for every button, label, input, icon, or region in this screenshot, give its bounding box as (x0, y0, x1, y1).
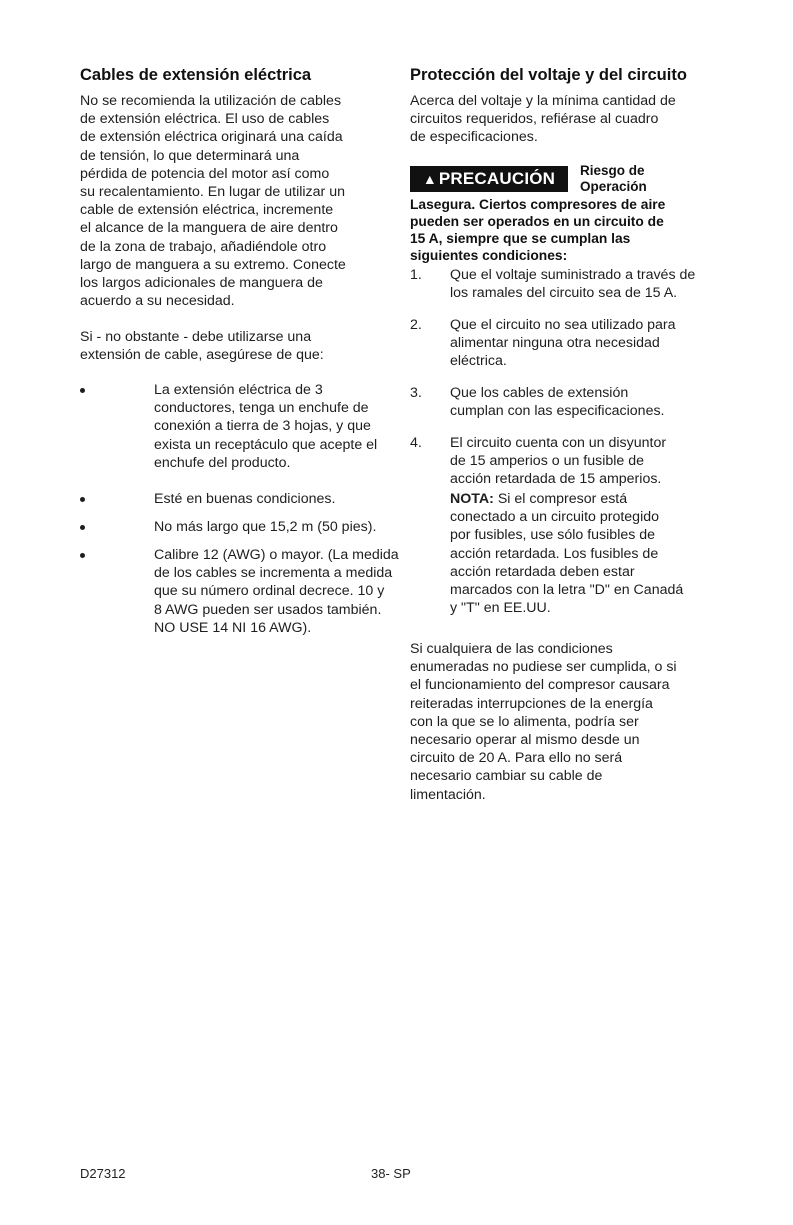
caution-statement (410, 196, 665, 264)
bullet-icon (80, 525, 85, 530)
bullet-text-line: de los cables se incrementa a medida (154, 565, 393, 582)
closing-line: reiteradas interrupciones de la energía (410, 695, 653, 712)
item-text-line: Que los cables de extensión (450, 385, 629, 401)
item-text-line: los ramales del circuito sea de 15 A. (450, 285, 678, 302)
item-text-line: alimentar ninguna otra necesidad (450, 335, 660, 352)
bullet-icon (80, 553, 85, 558)
risk-of-operation-label (580, 163, 647, 195)
closing-line: circuito de 20 A. Para ello no será (410, 750, 623, 767)
page-number: 38- SP (371, 1166, 411, 1181)
closing-line: Si cualquiera de las condiciones (410, 641, 613, 657)
caution-statement-line: siguientes condiciones: (410, 248, 568, 263)
extension-cables-line: de la zona de trabajo, añadiéndole otro (80, 238, 327, 255)
item-number: 3. (410, 385, 422, 401)
extension-cables-condition-intro (80, 328, 324, 364)
heading-voltage-protection: Protección del voltaje y del circuito (410, 66, 687, 84)
extension-cables-line: acuerdo a su necesidad. (80, 293, 235, 310)
closing-line: necesario operar al mismo desde un (410, 732, 640, 749)
bullet-icon (80, 388, 85, 393)
caution-statement-line: 15 A, siempre que se cumplan las (410, 231, 631, 246)
extension-cables-line: de tensión, lo que determinará una (80, 147, 300, 164)
bullet-text-line: NO USE 14 NI 16 AWG). (154, 619, 312, 636)
risk-line-1: Riesgo de (580, 163, 645, 178)
note-line: acción retardada. Los fusibles de (450, 545, 659, 562)
extension-cables-line: el alcance de la manguera de aire dentro (80, 220, 338, 237)
bullet-text-line: que su número ordinal decrece. 10 y (154, 583, 385, 600)
extension-cables-line: su recalentamiento. En lugar de utilizar un (80, 184, 345, 201)
extension-cables-paragraph (80, 92, 346, 310)
bullet-text-line: Calibre 12 (AWG) o mayor. (La medida (154, 547, 399, 563)
caution-badge (410, 166, 568, 192)
bullet-text-line: conductores, tenga un enchufe de (154, 400, 369, 417)
warning-triangle-icon: ▲ (422, 171, 437, 187)
item-number: 1. (410, 267, 422, 283)
list-item (154, 381, 377, 472)
closing-line: con la que se lo alimenta, podría ser (410, 713, 639, 730)
extension-cables-line: de extensión eléctrica. El uso de cables (80, 111, 330, 128)
caution-label: PRECAUCIÓN (438, 169, 556, 188)
note-line: conectado a un circuito protegido (450, 509, 660, 526)
item-text-line: Que el circuito no sea utilizado para (450, 317, 676, 333)
list-item (154, 490, 335, 508)
extension-cables-line: cable de extensión eléctrica, incremente (80, 202, 334, 219)
caution-statement-line: Lasegura. Ciertos compresores de aire (410, 197, 666, 212)
list-item (410, 266, 696, 302)
extension-cables-line: de extensión eléctrica originará una caída (80, 129, 343, 146)
bullet-icon (80, 497, 85, 502)
voltage-intro-line: de especificaciones. (410, 129, 538, 146)
list-item (154, 518, 376, 536)
note-label: NOTA: (450, 491, 494, 507)
bullet-text-line: exista un receptáculo que acepte el (154, 436, 378, 453)
heading-extension-cables: Cables de extensión eléctrica (80, 66, 312, 84)
item-text-line: de 15 amperios o un fusible de (450, 453, 645, 470)
voltage-intro-line: circuitos requeridos, refiérase al cuadro (410, 111, 659, 128)
bullet-text-line: conexión a tierra de 3 hojas, y que (154, 418, 371, 435)
item-text-line: Que el voltaje suministrado a través de (450, 267, 696, 283)
closing-line: limentación. (410, 786, 486, 803)
item-text-line: El circuito cuenta con un disyuntor (450, 435, 667, 451)
note-line: por fusibles, use sólo fusibles de (450, 527, 656, 544)
item-text-line: cumplan con las especificaciones. (450, 403, 665, 420)
condition-intro-line: Si - no obstante - debe utilizarse una (80, 329, 312, 345)
closing-line: necesario cambiar su cable de (410, 768, 603, 785)
extension-cables-line: pérdida de potencia del motor así como (80, 165, 330, 182)
extension-cables-line: los largos adicionales de manguera de (80, 275, 323, 292)
voltage-intro-paragraph (410, 92, 676, 147)
caution-statement-line: pueden ser operados en un circuito de (410, 214, 664, 229)
risk-line-2: Operación (580, 179, 647, 194)
model-number: D27312 (80, 1166, 126, 1181)
list-item (410, 434, 667, 489)
list-item (154, 546, 399, 637)
note-line: marcados con la letra "D" en Canadá (450, 582, 684, 599)
extension-cables-line: largo de manguera a su extremo. Conecte (80, 256, 346, 273)
note-line-0: Si el compresor está (493, 491, 628, 507)
bullet-text-line: Esté en buenas condiciones. (154, 491, 336, 507)
closing-line: enumeradas no pudiese ser cumplida, o si (410, 659, 677, 676)
condition-intro-line: extensión de cable, asegúrese de que: (80, 347, 324, 364)
bullet-text-line: enchufe del producto. (154, 454, 291, 471)
extension-cables-line: No se recomienda la utilización de cables (80, 93, 342, 109)
item-text-line: acción retardada de 15 amperios. (450, 471, 662, 488)
note-line: y "T" en EE.UU. (450, 600, 551, 617)
item-text-line: eléctrica. (450, 353, 507, 370)
closing-line: el funcionamiento del compresor causara (410, 677, 670, 694)
bullet-text-line: No más largo que 15,2 m (50 pies). (154, 519, 377, 535)
list-item (410, 316, 676, 371)
voltage-intro-line: Acerca del voltaje y la mínima cantidad de (410, 93, 676, 109)
item-number: 4. (410, 435, 422, 451)
list-item (410, 384, 665, 420)
note-line: acción retardada deben estar (450, 563, 635, 580)
fuse-note (450, 490, 683, 617)
bullet-text-line: La extensión eléctrica de 3 (154, 382, 323, 398)
closing-paragraph (410, 640, 677, 804)
item-number: 2. (410, 317, 422, 333)
bullet-text-line: 8 AWG pueden ser usados también. (154, 601, 382, 618)
